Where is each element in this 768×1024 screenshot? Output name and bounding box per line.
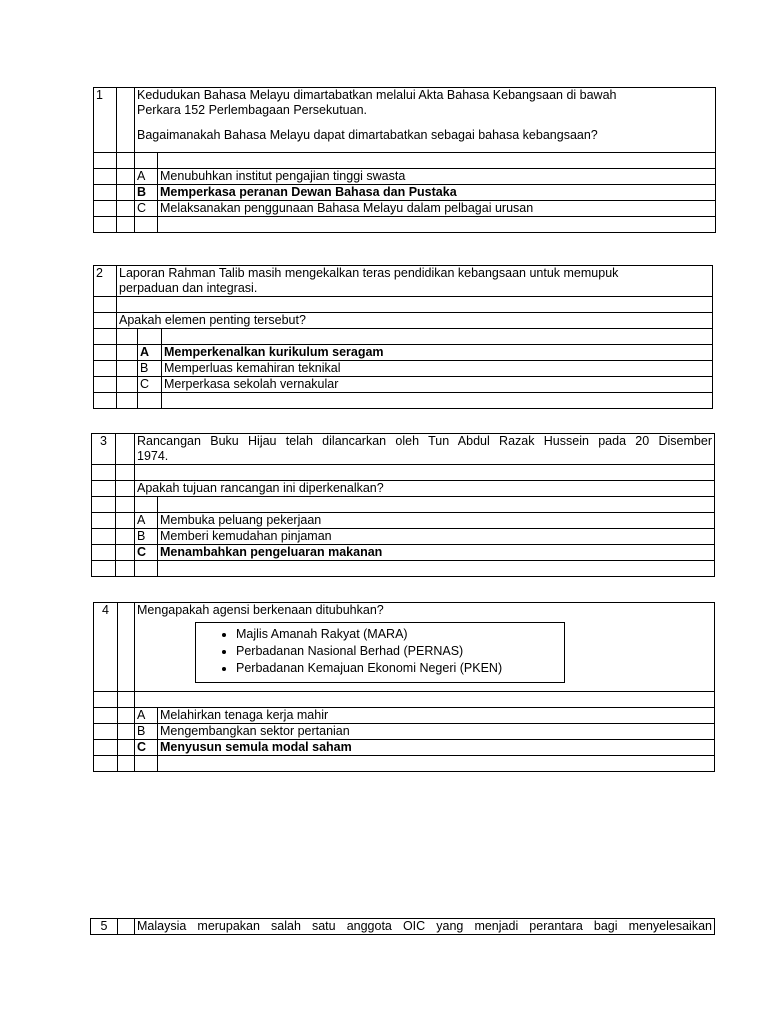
question-prompt: Apakah tujuan rancangan ini diperkenalkan? xyxy=(135,481,715,497)
question-prompt: Apakah elemen penting tersebut? xyxy=(117,313,713,329)
question-2-table xyxy=(93,265,713,409)
agency-item: • Perbadanan Nasional Berhad (PERNAS) xyxy=(236,643,564,660)
option-text: Melaksanakan penggunaan Bahasa Melayu dalam pelbagai urusan xyxy=(158,201,716,217)
option-letter: B xyxy=(138,361,162,377)
question-stem xyxy=(135,603,715,692)
question-prompt: Bagaimanakah Bahasa Melayu dapat dimartabatkan sebagai bahasa kebangsaan? xyxy=(137,128,598,142)
question-stem xyxy=(117,266,713,297)
option-text-answer: Memperkasa peranan Dewan Bahasa dan Pustaka xyxy=(158,185,716,201)
option-letter: C xyxy=(135,201,158,217)
question-number: 5 xyxy=(91,919,118,935)
stem-line: Kedudukan Bahasa Melayu dimartabatkan melalui Akta Bahasa Kebangsaan di bawah xyxy=(137,88,617,102)
question-number: 2 xyxy=(94,266,117,297)
stem-line: 1974. xyxy=(137,449,169,463)
agency-item: • Majlis Amanah Rakyat (MARA) xyxy=(236,626,564,643)
question-3-table xyxy=(91,433,715,577)
question-number: 1 xyxy=(94,88,117,153)
option-text-answer: Menambahkan pengeluaran makanan xyxy=(158,545,715,561)
option-text: Memperluas kemahiran teknikal xyxy=(162,361,713,377)
option-letter-answer: C xyxy=(135,545,158,561)
question-stem xyxy=(135,434,715,465)
option-text: Melahirkan tenaga kerja mahir xyxy=(158,708,715,724)
option-text: Merperkasa sekolah vernakular xyxy=(162,377,713,393)
agency-item: • Perbadanan Kemajuan Ekonomi Negeri (PKEN) xyxy=(236,660,564,677)
question-number: 4 xyxy=(94,603,118,692)
question-5-table xyxy=(90,918,715,935)
option-letter: C xyxy=(138,377,162,393)
option-text: Membuka peluang pekerjaan xyxy=(158,513,715,529)
question-stem: Malaysia merupakan salah satu anggota OIC yang menjadi perantara bagi menyelesaikan xyxy=(135,919,715,935)
option-letter-answer: A xyxy=(138,345,162,361)
stem-line: perpaduan dan integrasi. xyxy=(119,281,258,295)
option-letter: A xyxy=(135,169,158,185)
option-text-answer: Memperkenalkan kurikulum seragam xyxy=(162,345,713,361)
question-1-table xyxy=(93,87,716,233)
question-4-table xyxy=(93,602,715,772)
option-letter-answer: B xyxy=(135,185,158,201)
option-text: Menubuhkan institut pengajian tinggi swasta xyxy=(158,169,716,185)
option-text-answer: Menyusun semula modal saham xyxy=(158,740,715,756)
option-letter-answer: C xyxy=(135,740,158,756)
stem-line: Rancangan Buku Hijau telah dilancarkan oleh Tun Abdul Razak Hussein pada 20 Disember xyxy=(137,434,712,448)
option-letter: A xyxy=(135,513,158,529)
agency-list-box xyxy=(195,622,565,683)
question-prompt: Mengapakah agensi berkenaan ditubuhkan? xyxy=(137,603,384,617)
stem-line: Laporan Rahman Talib masih mengekalkan teras pendidikan kebangsaan untuk memupuk xyxy=(119,266,619,280)
option-text: Mengembangkan sektor pertanian xyxy=(158,724,715,740)
question-number: 3 xyxy=(92,434,116,465)
stem-line: Perkara 152 Perlembagaan Persekutuan. xyxy=(137,103,368,117)
option-text: Memberi kemudahan pinjaman xyxy=(158,529,715,545)
option-letter: A xyxy=(135,708,158,724)
option-letter: B xyxy=(135,529,158,545)
option-letter: B xyxy=(135,724,158,740)
question-stem xyxy=(135,88,716,153)
